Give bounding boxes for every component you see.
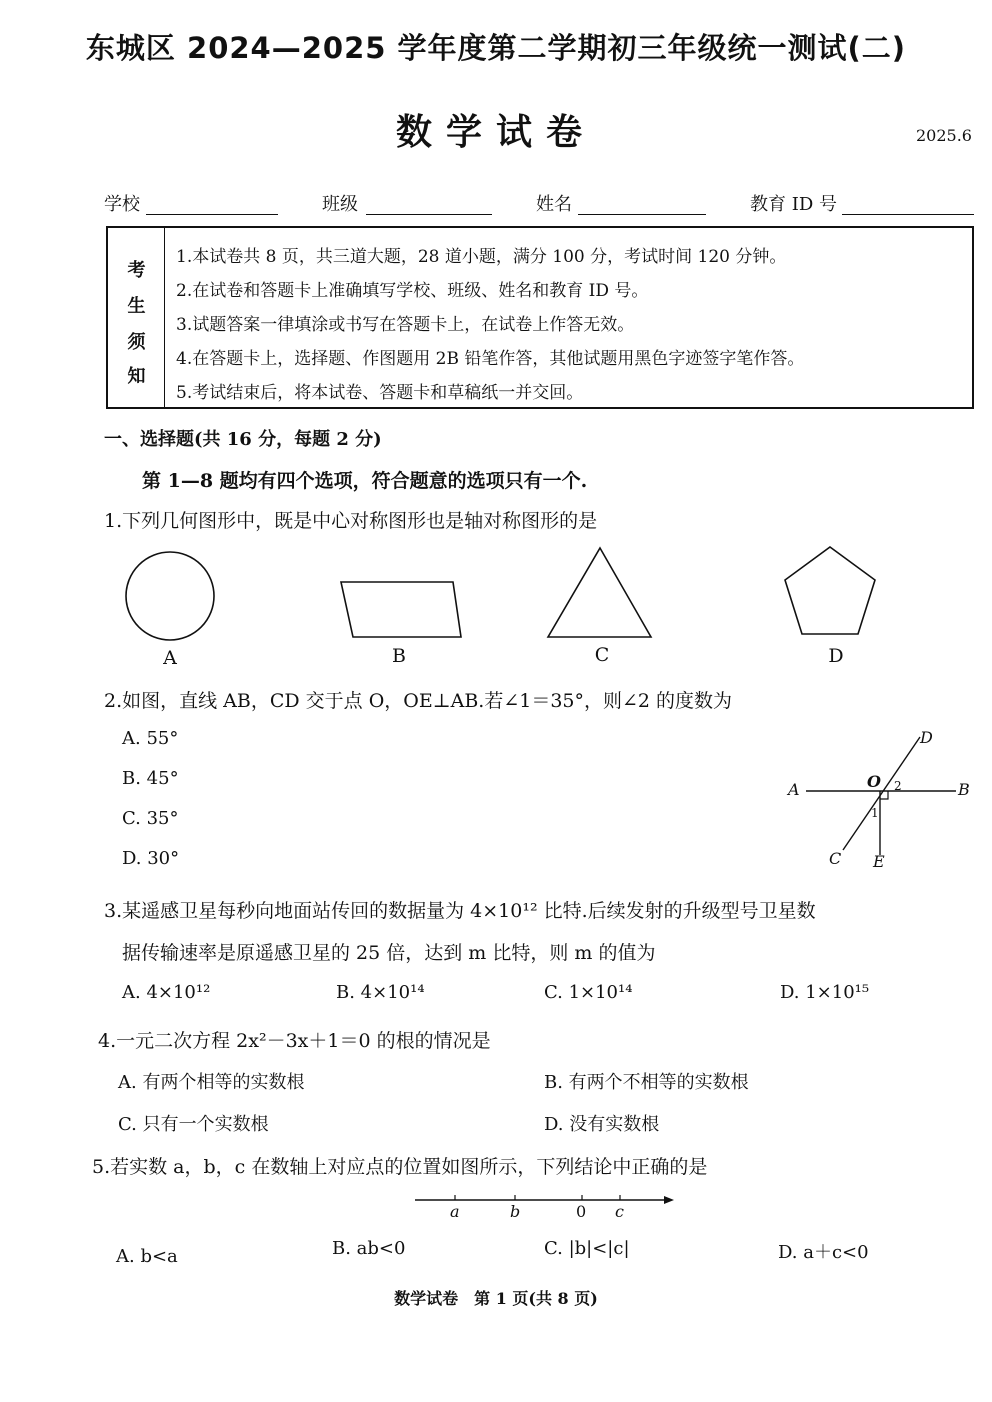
point-a-label: A (788, 780, 800, 799)
question-4-stem: 4.一元二次方程 2x²－3x＋1＝0 的根的情况是 (98, 1030, 491, 1052)
question-3-stem-line2: 据传输速率是原遥感卫星的 25 倍，达到 m 比特，则 m 的值为 (122, 942, 656, 964)
q4-option-d[interactable]: D. 没有实数根 (544, 1114, 660, 1135)
notice-item: 5.考试结束后，将本试卷、答题卡和草稿纸一并交回。 (176, 383, 584, 403)
page-footer: 数学试卷 第 1 页(共 8 页) (394, 1289, 598, 1308)
page-title: 数学试卷 (395, 112, 596, 153)
option-c-label[interactable]: C (594, 644, 610, 666)
notice-char: 生 (127, 296, 146, 317)
axis-label-a: a (450, 1202, 460, 1221)
notice-item: 1.本试卷共 8 页，共三道大题，28 道小题，满分 100 分，考试时间 120 分钟。 (176, 247, 787, 267)
option-d-label[interactable]: D (828, 645, 844, 667)
axis-label-b: b (510, 1202, 521, 1221)
exam-date: 2025.6 (916, 126, 972, 145)
q2-option-c[interactable]: C. 35° (122, 808, 179, 829)
question-5-stem: 5.若实数 a，b，c 在数轴上对应点的位置如图所示，下列结论中正确的是 (92, 1156, 708, 1178)
point-b-label: B (958, 780, 970, 799)
option-b-label[interactable]: B (392, 645, 406, 667)
notice-item: 4.在答题卡上，选择题、作图题用 2B 铅笔作答，其他试题用黑色字迹签字笔作答。 (176, 349, 805, 369)
q2-option-a[interactable]: A. 55° (122, 728, 179, 749)
angle-2-label: 2 (894, 779, 902, 793)
notice-char: 须 (127, 332, 146, 353)
q2-option-b[interactable]: B. 45° (122, 768, 179, 789)
q4-option-a[interactable]: A. 有两个相等的实数根 (118, 1072, 305, 1093)
name-label: 姓名 (536, 194, 572, 215)
angle-1-label: 1 (871, 806, 879, 820)
notice-char: 考 (127, 260, 146, 281)
point-d-label: D (920, 728, 933, 747)
question-2-stem: 2.如图，直线 AB，CD 交于点 O，OE⊥AB.若∠1＝35°，则∠2 的度数为 (104, 690, 733, 712)
notice-item: 2.在试卷和答题卡上准确填写学校、班级、姓名和教育 ID 号。 (176, 281, 649, 301)
id-label: 教育 ID 号 (750, 194, 837, 215)
q5-option-d[interactable]: D. a＋c<0 (778, 1242, 869, 1263)
school-label: 学校 (104, 194, 140, 215)
exam-title: 东城区 2024—2025 学年度第二学期初三年级统一测试(二) (85, 31, 907, 65)
q3-option-c[interactable]: C. 1×10¹⁴ (544, 982, 633, 1003)
point-o-label: O (867, 772, 881, 791)
q5-option-c[interactable]: C. |b|<|c| (544, 1238, 630, 1259)
q3-option-a[interactable]: A. 4×10¹² (122, 982, 211, 1003)
class-label: 班级 (322, 194, 358, 215)
notice-char: 知 (127, 366, 146, 387)
q5-option-b[interactable]: B. ab<0 (332, 1238, 406, 1259)
q2-option-d[interactable]: D. 30° (122, 848, 180, 869)
option-a-label[interactable]: A (163, 647, 177, 669)
q4-option-b[interactable]: B. 有两个不相等的实数根 (544, 1072, 749, 1093)
axis-label-zero: 0 (576, 1202, 587, 1221)
axis-label-c: c (615, 1202, 624, 1221)
notice-item: 3.试题答案一律填涂或书写在答题卡上，在试卷上作答无效。 (176, 315, 635, 335)
section-heading: 一、选择题(共 16 分，每题 2 分) (104, 429, 382, 450)
q3-option-b[interactable]: B. 4×10¹⁴ (336, 982, 425, 1003)
section-instruction: 第 1—8 题均有四个选项，符合题意的选项只有一个. (142, 470, 588, 492)
q4-option-c[interactable]: C. 只有一个实数根 (118, 1114, 269, 1135)
point-e-label: E (873, 852, 885, 871)
number-line-arrow (664, 1196, 674, 1204)
question-3-stem-line1: 3.某遥感卫星每秒向地面站传回的数据量为 4×10¹² 比特.后续发射的升级型号卫星数 (104, 900, 816, 922)
q5-option-a[interactable]: A. b<a (116, 1246, 178, 1267)
q3-option-d[interactable]: D. 1×10¹⁵ (780, 982, 870, 1003)
question-1-stem: 1.下列几何图形中，既是中心对称图形也是轴对称图形的是 (104, 510, 598, 532)
point-c-label: C (829, 849, 842, 868)
